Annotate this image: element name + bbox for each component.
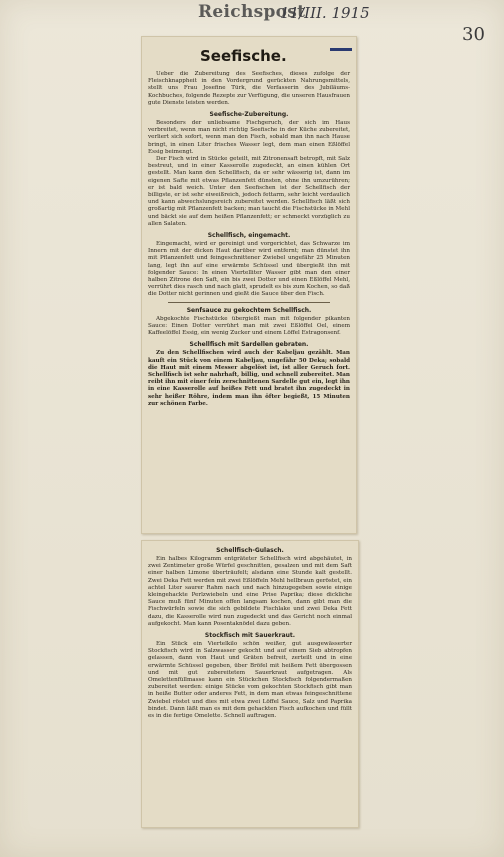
paragraph: Besonders der unliebsame Fischgeruch, der sich im Haus verbreitet, wenn man nicht richtig Seefische in der Küche zubereitet, verliert sich sofort, wenn man den Fisch, sobald man ihn nach Hause bringt, in einen Liter frisches Wasser legt, dem man einen Eßlöffel Essig beimengt. — [148, 120, 350, 155]
pen-mark — [330, 48, 352, 51]
paragraph: Der Fisch wird in Stücke geteilt, mit Zitronensaft betropft, mit Salz bestreut, und in einer Kasserolle zugedeckt, an einen kühlen Ort gestellt. Man kann den Schellfisch, da er sehr wässerig ist, dann im eigenen Safte mit etwas Pflanzenfett dünsten, ohne ihn umzurühren; er ist bald weich. Unter den Seefischen ist der Schellfisch der billigste, er ist sehr eiweißreich, jedoch fettarm, sehr leicht verdaulich und kann abwechslungsreich zubereitet werden. Schellfisch läßt sich großartig mit Pflanzenfett backen; man taucht die Fischstücke in Mehl und bäckt sie auf dem heißen Pflanzenfett; er schmeckt vorzüglich zu allen Salaten. — [148, 156, 350, 227]
paragraph: Eingemacht, wird er gereinigt und vorgerichtet, das Schwarze im Innern mit der dicken Haut darüber wird entfernt; man dünstet ihn mit Pflanzenfett und feingeschnittener Zwiebel ungefähr 25 Minuten lang, legt ihn auf eine erwärmte Schüssel und übergießt ihn mit folgender Sauce: In einen Viertelliter Wasser gibt man den einer halben Zitrone den Saft, ein bis zwei Dotter und einen Eßlöffel Mehl, verrührt dies rasch und nach glatt, sprudelt es bis zum Kochen, so daß die Dotter nicht gerinnen und gießt die Sauce über den Fisch. — [148, 241, 350, 298]
section-heading: Schellfisch-Gulasch. — [216, 547, 284, 554]
paragraph: Ein halbes Kilogramm entgräteter Schellfisch wird abgehäutet, in zwei Zentimeter große Würfel geschnitten, gesalzen und mit dem Saft einer halben Limone überträufelt; alsdann eine Stunde kalt gestellt. Zwei Deka Fett werden mit zwei Eßlöffeln Mehl hellbraun geröstet, ein achtel Liter saurer Rahm nach und nach hinzugegeben sowie einige kleingehackte Perlzwiebeln und eine Prise Paprika; diese dickliche Sauce muß fünf Minuten offen langsam kochen, dann gibt man die Fischwürfeln sowie die sich gebildete Fischlake und zwei Deka Fett dazu, die Kasserolle wird nun zugedeckt und das Gericht noch einmal aufgekocht. Man kann Posentaknödel dazu geben. — [148, 556, 352, 627]
clipping-top — [141, 36, 357, 534]
paragraph: Zu den Schellfischen wird auch der Kabeljau gezählt. Man kauft ein Stück von einem Kabeljau, ungefähr 50 Deka; sobald die Haut mit einem Messer abgelöst ist, ist aller Geruch fort. Schellfisch ist sehr nahrhaft, billig, und schnell zubereitet. Man reibt ihn mit einer fein zerschnittenen Sardelle gut ein, legt ihn in eine Kasserolle auf heißes Fett und bratet ihn zugedeckt in sehr heißer Röhre, indem man ihn öfter begießt, 15 Minuten zur schönen Farbe. — [148, 350, 350, 407]
section-heading: Senfsauce zu gekochtem Schellfisch. — [186, 306, 312, 314]
section-heading: Stockfisch mit Sauerkraut. — [204, 632, 296, 640]
paragraph: Ein Stück ein Viertelkilo schön weißer, gut ausgewässerter Stockfisch wird in Salzwasser gekocht und auf einem Sieb abtropfen gelassen, dann von Haut und Gräten befreit, zerteilt und in eine erwärmte Schüssel gegeben, über Bröfel mit heißem Fett übergossen und mit gut zubereitetem Sauerkraut aufgetragen. Als Omelettenfüllmasse kann ein Stückchen Stockfisch folgendermaßen zubereitet werden: einige Stücke vom gekochten Stockfisch gibt man in heiße Butter oder anderes Fett, in dem man etwas feingeschnittene Zwiebel röstet und dies mit etwa zwei Löffel Sauce, Salz und Paprika bindet. Dann läßt man es mit dem gehackten Fisch aufkochen und füllt es in die fertige Omelette. Schnell auftragen. — [148, 641, 352, 720]
page-number: 30 — [462, 24, 485, 45]
handwritten-date: 11/III. 1915 — [280, 4, 370, 22]
section-heading: Seefische-Zubereitung. — [209, 111, 289, 119]
divider — [168, 302, 330, 303]
article-intro: Ueber die Zubereitung des Seefisches, dieses zufolge der Fleischknappheit in den Vordergrund gerückten Nahrungsmittels, stellt uns Frau Josefine Türk, die Verfasserin des Jubiläums-Kochbuches, folgende Rezepte zur Verfügung, die unseren Hausfrauen gute Dienste leisten werden. — [148, 71, 350, 106]
newspaper-name: Reichspost — [198, 2, 306, 22]
paragraph: Abgekochte Fischstücke übergießt man mit folgender pikanten Sauce: Einen Dotter verrührt man mit zwei Eßlöffel Oel, einem Kaffeelöffel Essig, ein wenig Zucker und einem Löffel Estragonsenf. — [148, 315, 350, 337]
article-title: Seefische. — [200, 47, 287, 65]
section-heading: Schellfisch mit Sardellen gebraten. — [189, 341, 309, 349]
section-heading: Schellfisch, eingemacht. — [207, 232, 291, 240]
clipping-bottom — [141, 540, 359, 828]
